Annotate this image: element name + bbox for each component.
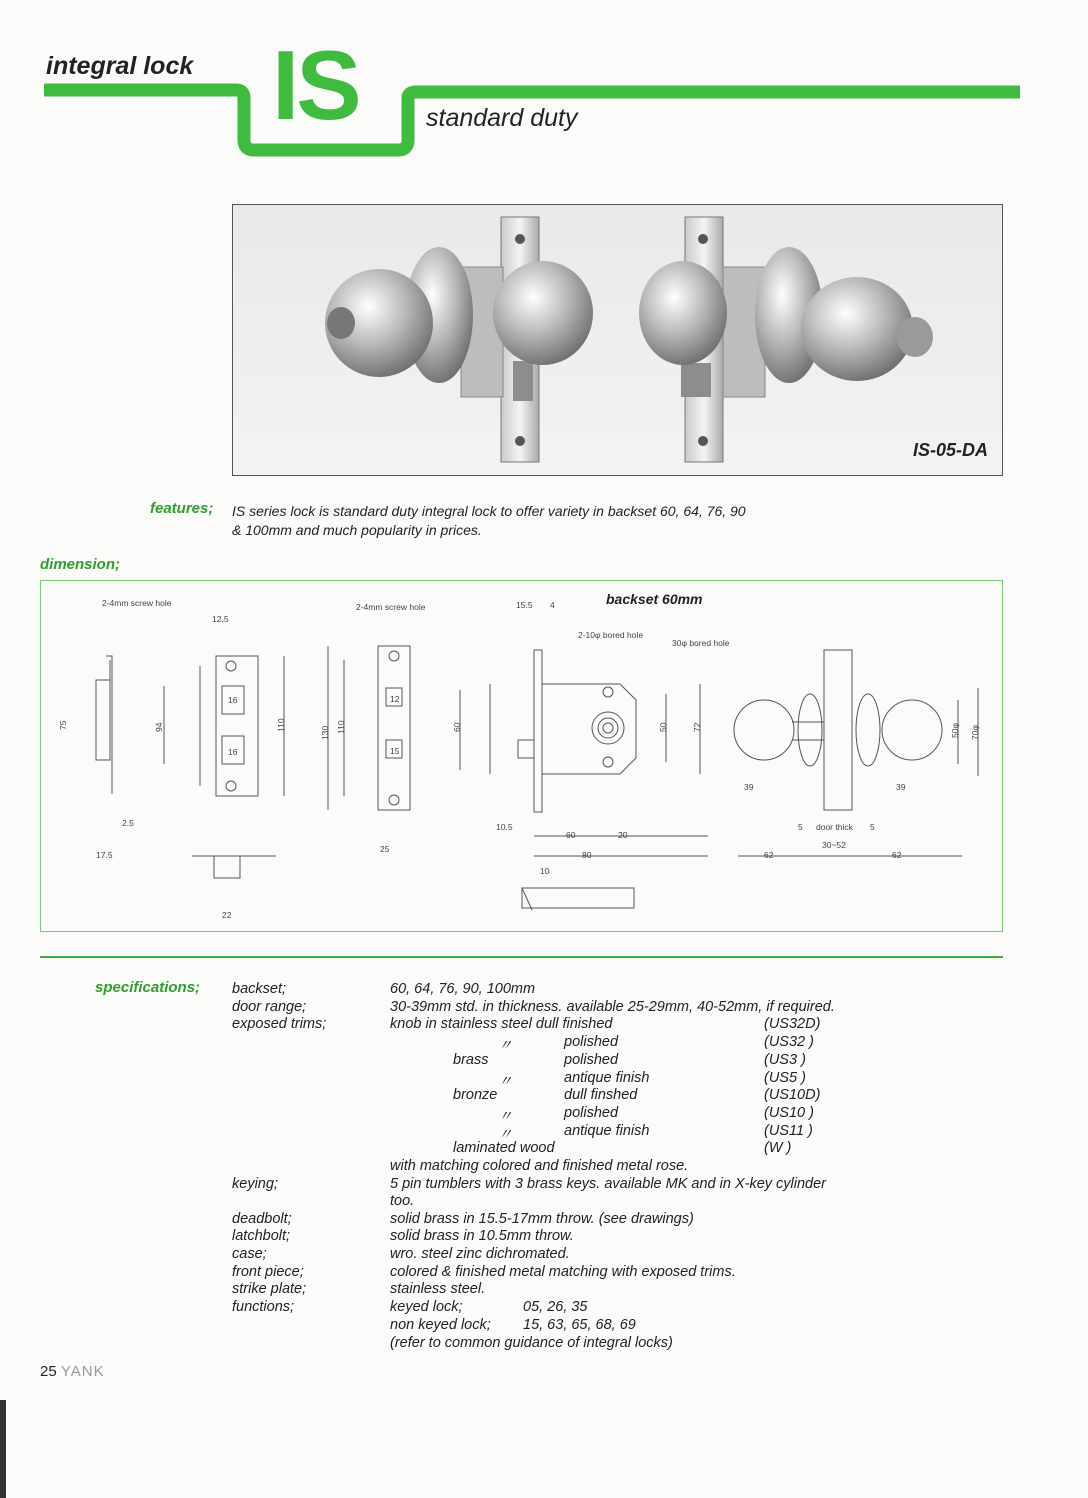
page-number: 25 [40, 1363, 57, 1380]
header-band [0, 0, 1088, 170]
specifications-label: specifications; [95, 979, 201, 996]
spec-key-exposed-trims: exposed trims; [232, 1016, 327, 1032]
svg-text:17.5: 17.5 [96, 850, 113, 860]
svg-text:50: 50 [658, 722, 668, 732]
spec-key-door-range: door range; [232, 999, 307, 1015]
svg-text:60: 60 [452, 722, 462, 732]
trim-finish: dull finshed [564, 1087, 638, 1103]
finish-code: (US10 ) [764, 1105, 814, 1121]
svg-text:10.5: 10.5 [496, 822, 513, 832]
spec-value-keying-cont: too. [390, 1193, 415, 1209]
ditto-mark: 〃 [498, 1074, 513, 1090]
svg-text:110: 110 [336, 720, 346, 734]
svg-text:5: 5 [798, 822, 803, 832]
svg-text:110: 110 [276, 718, 286, 732]
svg-text:72: 72 [692, 722, 702, 732]
svg-text:60: 60 [566, 830, 576, 840]
svg-text:70φ: 70φ [970, 725, 980, 740]
function-type: non keyed lock; [390, 1317, 491, 1333]
svg-text:39: 39 [744, 782, 754, 792]
spec-key-backset: backset; [232, 981, 286, 997]
spec-value-front-piece: colored & finished metal matching with exposed trims. [390, 1264, 736, 1280]
spec-value-case: wro. steel zinc dichromated. [390, 1246, 570, 1262]
svg-text:12.5: 12.5 [212, 614, 229, 624]
svg-text:75: 75 [58, 720, 68, 730]
svg-text:2.5: 2.5 [122, 818, 134, 828]
svg-text:22: 22 [222, 910, 232, 920]
dimension-label: dimension; [40, 556, 121, 573]
svg-text:4: 4 [550, 600, 555, 610]
spec-value-latchbolt: solid brass in 10.5mm throw. [390, 1228, 574, 1244]
svg-text:25: 25 [380, 844, 390, 854]
spec-value-deadbolt: solid brass in 15.5-17mm throw. (see drawings) [390, 1211, 694, 1227]
trim-finish: polished [564, 1034, 619, 1050]
section-subtitle: standard duty [426, 104, 578, 132]
svg-text:5: 5 [870, 822, 875, 832]
svg-text:15.5: 15.5 [516, 600, 533, 610]
trim-material: laminated wood [453, 1140, 555, 1156]
svg-text:2-4mm screw hole: 2-4mm screw hole [356, 602, 426, 612]
function-type: keyed lock; [390, 1299, 463, 1315]
spec-key-latchbolt: latchbolt; [232, 1228, 291, 1244]
svg-text:30φ bored hole: 30φ bored hole [672, 638, 730, 648]
ditto-mark: 〃 [498, 1127, 513, 1143]
spec-key-strike-plate: strike plate; [232, 1281, 307, 1297]
spec-value-keying: 5 pin tumblers with 3 brass keys. available MK and in X-key cylinder [390, 1176, 826, 1192]
svg-text:80: 80 [582, 850, 592, 860]
finish-code: (US10D) [764, 1087, 821, 1103]
trim-note: with matching colored and finished metal rose. [390, 1158, 689, 1174]
features-label: features; [150, 500, 214, 517]
dimension-drawings [40, 580, 1003, 932]
spec-key-front-piece: front piece; [232, 1264, 304, 1280]
finish-code: (US3 ) [764, 1052, 806, 1068]
svg-text:2-4mm screw hole: 2-4mm screw hole [102, 598, 172, 608]
spec-value-strike-plate: stainless steel. [390, 1281, 486, 1297]
svg-text:62: 62 [764, 850, 774, 860]
svg-text:39: 39 [896, 782, 906, 792]
trim-finish: antique finish [564, 1123, 650, 1139]
features-text: IS series lock is standard duty integral lock to offer variety in backset 60, 64, 76, 90 & 100mm and much popularity in prices. [232, 503, 746, 538]
spec-key-deadbolt: deadbolt; [232, 1211, 292, 1227]
spec-value-exposed-trims: knob in stainless steel dull finished [390, 1016, 613, 1032]
svg-text:16: 16 [228, 747, 238, 757]
trim-material: bronze [453, 1087, 498, 1103]
svg-text:50φ: 50φ [950, 723, 960, 738]
svg-text:20: 20 [618, 830, 628, 840]
svg-text:130: 130 [320, 725, 330, 740]
svg-text:94: 94 [154, 722, 164, 732]
functions-note: (refer to common guidance of integral locks) [390, 1335, 673, 1351]
brand-name: YANK [60, 1363, 105, 1380]
model-caption: IS-05-DA [912, 440, 988, 460]
function-codes: 15, 63, 65, 68, 69 [523, 1317, 636, 1333]
svg-text:10: 10 [540, 866, 550, 876]
svg-text:15: 15 [390, 746, 400, 756]
spec-key-functions: functions; [232, 1299, 295, 1315]
ditto-mark: 〃 [498, 1109, 513, 1125]
svg-text:door thick: door thick [816, 822, 853, 832]
svg-text:62: 62 [892, 850, 902, 860]
product-photo [232, 204, 1003, 476]
function-codes: 05, 26, 35 [523, 1299, 588, 1315]
svg-text:12: 12 [390, 694, 400, 704]
backset-heading: backset 60mm [606, 591, 703, 607]
finish-code: (W ) [764, 1140, 792, 1156]
trim-finish: polished [564, 1052, 619, 1068]
trim-finish: antique finish [564, 1070, 650, 1086]
finish-code: (US11 ) [764, 1123, 813, 1139]
spec-value-backset: 60, 64, 76, 90, 100mm [390, 981, 536, 997]
svg-text:2-10φ bored hole: 2-10φ bored hole [578, 630, 644, 640]
scan-edge [0, 1400, 6, 1498]
finish-code: (US32D) [764, 1016, 821, 1032]
spec-key-keying: keying; [232, 1176, 278, 1192]
finish-code: (US5 ) [764, 1070, 806, 1086]
trim-material: brass [453, 1052, 489, 1068]
svg-text:16: 16 [228, 695, 238, 705]
series-mark: IS [272, 30, 359, 140]
page-footer [40, 1363, 105, 1380]
trim-finish: polished [564, 1105, 619, 1121]
lock-illustration [233, 205, 1003, 476]
ditto-mark: 〃 [498, 1038, 513, 1054]
spec-value-door-range: 30-39mm std. in thickness. available 25-29mm, 40-52mm, if required. [390, 999, 835, 1015]
spec-key-case: case; [232, 1246, 267, 1262]
section-title: integral lock [46, 52, 194, 80]
finish-code: (US32 ) [764, 1034, 814, 1050]
section-divider [40, 956, 1003, 958]
svg-text:30~52: 30~52 [822, 840, 846, 850]
